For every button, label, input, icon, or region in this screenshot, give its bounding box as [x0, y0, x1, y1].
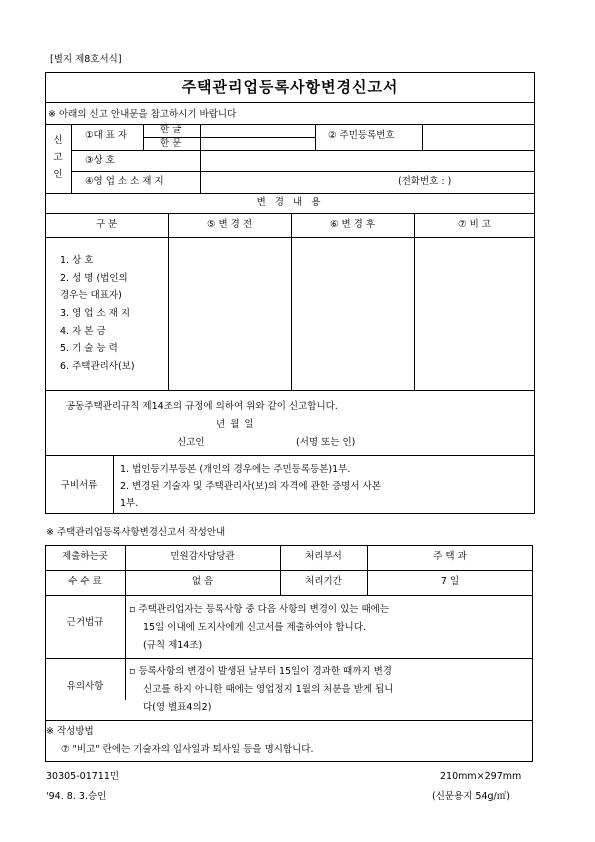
- law-label: 근거법규: [66, 617, 104, 628]
- hanmun-label: 한 문: [160, 138, 182, 149]
- law-line-2: 15일 이내에 도지사에게 신고서를 제출하여야 합니다.: [143, 622, 366, 633]
- applicant-label-1: 신: [53, 135, 63, 146]
- applicant-label-2: 고: [53, 152, 63, 163]
- fee-label: 수 수 료: [68, 576, 102, 587]
- paper-size: 210mm×297mm: [440, 771, 522, 782]
- category-2b: 경우는 대표자): [60, 290, 122, 301]
- declaration-text: 공동주택관리규칙 제14조의 규정에 의하여 위와 같이 신고합니다.: [66, 401, 338, 412]
- hangul-name-field[interactable]: [202, 126, 314, 137]
- dept-label: 처리부서: [305, 551, 342, 562]
- signature-label: (서명 또는 인): [296, 437, 356, 448]
- period-value: 7 일: [440, 576, 460, 587]
- guide-title: ※ 주택관리업등록사항변경신고서 작성안내: [46, 527, 226, 538]
- law-line-1: ▫ 주택관리업자는 등록사항 중 다음 사항의 변경이 있는 때에는: [129, 604, 390, 615]
- category-5: 5. 기 술 능 력: [60, 343, 118, 354]
- representative-label: ①대 표 자: [85, 130, 128, 141]
- method-title: ※ 작성방법: [46, 726, 94, 737]
- trade-name-label: ③상 호: [85, 155, 115, 166]
- method-line: ⑦ "비고" 란에는 기술자의 입사일과 퇴사일 등을 명시합니다.: [61, 744, 314, 755]
- caution-line-2: 신고를 하지 아니한 때에는 영업정지 1월의 처분을 받게 됩니: [143, 684, 394, 695]
- before-field[interactable]: [170, 239, 290, 389]
- dept-value: 주 택 과: [433, 551, 467, 562]
- caution-line-1: ▫ 등록사항의 변경이 발생된 날부터 15일이 경과한 때까지 변경: [129, 666, 392, 677]
- notice-text: ※ 아래의 신고 안내문을 참고하시기 바랍니다: [48, 109, 237, 120]
- category-3: 3. 영 업 소 재 지: [60, 308, 131, 319]
- law-line-3: (규칙 제14조): [143, 640, 203, 651]
- applicant-label-3: 인: [53, 169, 63, 180]
- column-category: 구 분: [95, 219, 118, 230]
- required-doc-1: 1. 법인등기부등본 (개인의 경우에는 주민등록등본)1부.: [120, 464, 351, 475]
- hanmun-name-field[interactable]: [202, 139, 314, 149]
- required-doc-2b: 1부.: [120, 498, 139, 509]
- resident-no-label: ② 주민등록번호: [328, 130, 395, 141]
- hangul-label: 한 글: [160, 124, 182, 135]
- caution-line-3: 다(영 별표4의2): [143, 702, 212, 713]
- business-location-field[interactable]: [202, 173, 392, 191]
- submit-value: 민원감사담당관: [170, 551, 235, 562]
- form-code: 30305-01711민: [46, 771, 120, 782]
- column-remarks: ⑦ 비 고: [458, 219, 491, 230]
- period-label: 처리기간: [305, 576, 342, 587]
- category-1: 1. 상 호: [60, 255, 94, 266]
- category-6: 6. 주택관리사(보): [60, 361, 135, 372]
- fee-value: 없 음: [191, 576, 214, 587]
- submit-label: 제출하는곳: [62, 551, 108, 562]
- after-field[interactable]: [293, 239, 413, 389]
- caution-label: 유의사항: [66, 681, 104, 692]
- approval-date: '94. 8. 3.승인: [46, 791, 107, 802]
- change-content-header: 변 경 내 용: [256, 197, 324, 208]
- column-after: ⑥ 변 경 후: [329, 219, 376, 230]
- category-2: 2. 성 명 (법인의: [60, 273, 128, 284]
- date-line: 년 월 일: [216, 419, 254, 430]
- required-doc-2: 2. 변경된 기술자 및 주택관리사(보)의 자격에 관한 증명서 사본: [120, 481, 381, 492]
- required-docs-label: 구비서류: [60, 480, 98, 491]
- resident-no-field[interactable]: [424, 126, 533, 149]
- form-title: 주택관리업등록사항변경신고서: [181, 78, 399, 96]
- remarks-field[interactable]: [416, 239, 534, 389]
- column-before: ⑤ 변 경 전: [206, 219, 253, 230]
- phone-label: (전화번호 : ): [398, 176, 452, 187]
- form-number: [별지 제8호서식]: [50, 54, 122, 65]
- paper-spec: (신문용지 54g/㎡): [432, 791, 510, 802]
- business-location-label: ④영 업 소 소 재 지: [85, 176, 164, 187]
- reporter-label: 신고인: [177, 437, 205, 448]
- trade-name-field[interactable]: [202, 152, 533, 169]
- category-4: 4. 자 본 금: [60, 326, 106, 337]
